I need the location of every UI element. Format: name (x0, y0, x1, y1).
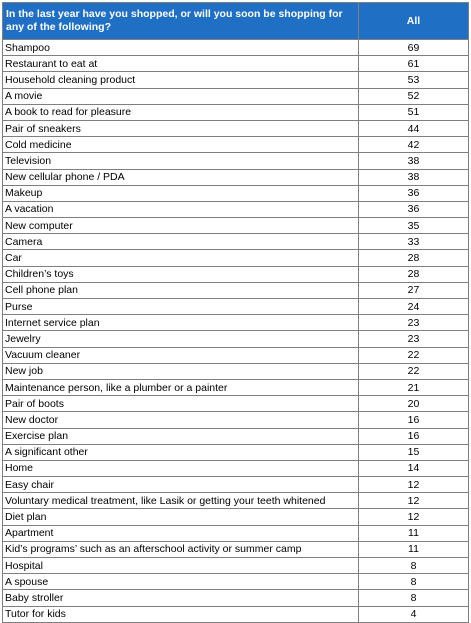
table-row (3, 120, 469, 136)
item-label: Apartment (3, 525, 359, 541)
table-row (3, 234, 469, 250)
item-value: 35 (359, 218, 469, 234)
table-row (3, 477, 469, 493)
item-label: Pair of boots (3, 396, 359, 412)
item-value: 38 (359, 153, 469, 169)
table-row (3, 137, 469, 153)
item-value: 22 (359, 363, 469, 379)
table-row (3, 218, 469, 234)
table-row (3, 72, 469, 88)
item-value: 8 (359, 590, 469, 606)
item-label: Shampoo (3, 40, 359, 56)
header-row (3, 3, 469, 40)
item-label: Vacuum cleaner (3, 347, 359, 363)
table-row (3, 331, 469, 347)
item-value: 61 (359, 56, 469, 72)
item-value: 16 (359, 428, 469, 444)
item-label: Internet service plan (3, 315, 359, 331)
survey-table (2, 2, 469, 623)
table-row (3, 412, 469, 428)
item-label: Diet plan (3, 509, 359, 525)
table-row (3, 444, 469, 460)
item-label: New job (3, 363, 359, 379)
table-row (3, 40, 469, 56)
item-label: Cold medicine (3, 137, 359, 153)
item-value: 27 (359, 282, 469, 298)
item-value: 21 (359, 379, 469, 395)
table-row (3, 493, 469, 509)
item-label: Car (3, 250, 359, 266)
item-label: New computer (3, 218, 359, 234)
table-row (3, 250, 469, 266)
table-row (3, 606, 469, 622)
table-row (3, 299, 469, 315)
table-row (3, 56, 469, 72)
table-row (3, 282, 469, 298)
item-label: Camera (3, 234, 359, 250)
item-value: 36 (359, 201, 469, 217)
table-row (3, 396, 469, 412)
item-label: Children’s toys (3, 266, 359, 282)
table-row (3, 169, 469, 185)
item-label: Purse (3, 299, 359, 315)
item-value: 4 (359, 606, 469, 622)
item-value: 15 (359, 444, 469, 460)
table-row (3, 590, 469, 606)
item-label: Tutor for kids (3, 606, 359, 622)
item-value: 24 (359, 299, 469, 315)
item-label: Baby stroller (3, 590, 359, 606)
item-label: Voluntary medical treatment, like Lasik or getting your teeth whitened (3, 493, 359, 509)
table-header (3, 3, 469, 40)
table-row (3, 525, 469, 541)
table-row (3, 185, 469, 201)
item-value: 20 (359, 396, 469, 412)
item-label: A book to read for pleasure (3, 104, 359, 120)
all-column-header: All (359, 3, 469, 40)
table-row (3, 460, 469, 476)
item-value: 12 (359, 493, 469, 509)
item-label: Makeup (3, 185, 359, 201)
table-row (3, 104, 469, 120)
item-label: Kid’s programs’ such as an afterschool activity or summer camp (3, 541, 359, 557)
item-label: A significant other (3, 444, 359, 460)
table-row (3, 379, 469, 395)
item-value: 28 (359, 266, 469, 282)
item-value: 69 (359, 40, 469, 56)
table-row (3, 574, 469, 590)
table-row (3, 153, 469, 169)
table-row (3, 315, 469, 331)
item-value: 51 (359, 104, 469, 120)
item-value: 16 (359, 412, 469, 428)
item-label: A vacation (3, 201, 359, 217)
item-value: 12 (359, 509, 469, 525)
table-row (3, 266, 469, 282)
item-label: Restaurant to eat at (3, 56, 359, 72)
item-value: 28 (359, 250, 469, 266)
item-label: Home (3, 460, 359, 476)
item-label: Television (3, 153, 359, 169)
item-label: Cell phone plan (3, 282, 359, 298)
item-value: 11 (359, 541, 469, 557)
item-value: 23 (359, 331, 469, 347)
item-label: Maintenance person, like a plumber or a painter (3, 379, 359, 395)
item-label: Pair of sneakers (3, 120, 359, 136)
item-value: 23 (359, 315, 469, 331)
item-label: A movie (3, 88, 359, 104)
item-value: 36 (359, 185, 469, 201)
item-label: A spouse (3, 574, 359, 590)
item-value: 44 (359, 120, 469, 136)
item-value: 12 (359, 477, 469, 493)
item-label: New doctor (3, 412, 359, 428)
item-value: 33 (359, 234, 469, 250)
item-value: 53 (359, 72, 469, 88)
table-row (3, 201, 469, 217)
item-label: New cellular phone / PDA (3, 169, 359, 185)
item-value: 11 (359, 525, 469, 541)
table-row (3, 428, 469, 444)
item-value: 38 (359, 169, 469, 185)
table-row (3, 558, 469, 574)
item-value: 52 (359, 88, 469, 104)
item-value: 8 (359, 574, 469, 590)
question-header: In the last year have you shopped, or will you soon be shopping for any of the following? (3, 3, 359, 40)
table-row (3, 509, 469, 525)
table-row (3, 88, 469, 104)
item-label: Hospital (3, 558, 359, 574)
item-value: 8 (359, 558, 469, 574)
item-label: Household cleaning product (3, 72, 359, 88)
item-label: Exercise plan (3, 428, 359, 444)
item-label: Jewelry (3, 331, 359, 347)
table-row (3, 363, 469, 379)
item-label: Easy chair (3, 477, 359, 493)
item-value: 14 (359, 460, 469, 476)
item-value: 22 (359, 347, 469, 363)
table-row (3, 541, 469, 557)
table-body (3, 40, 469, 623)
table-row (3, 347, 469, 363)
item-value: 42 (359, 137, 469, 153)
